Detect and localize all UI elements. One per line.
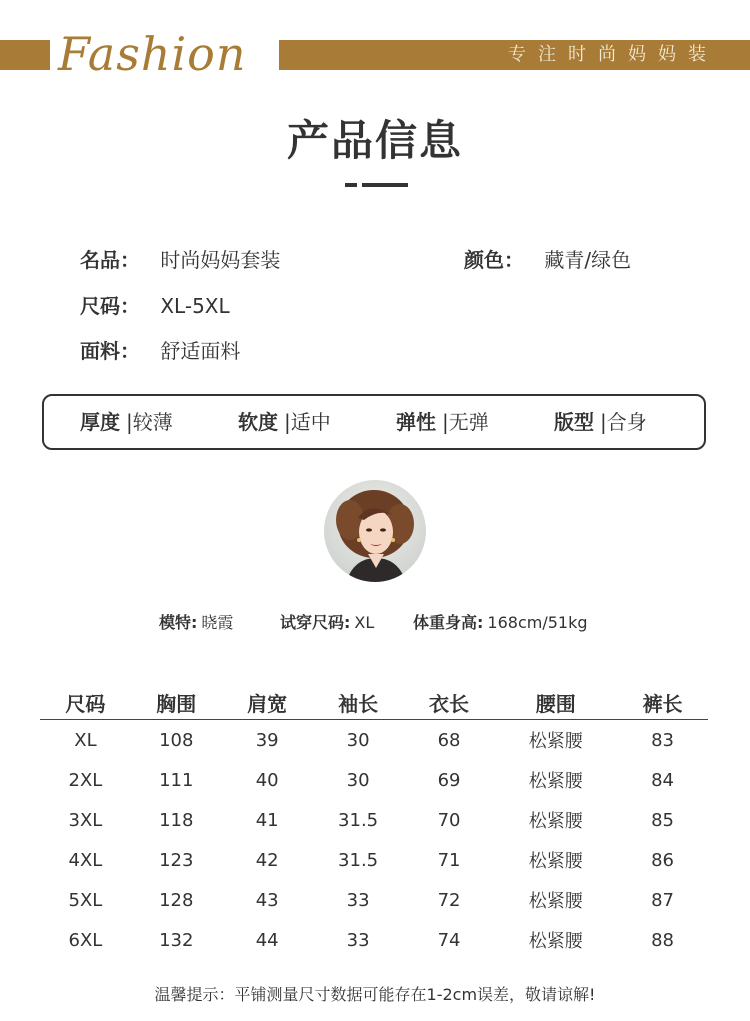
property-label: 厚度 bbox=[80, 410, 120, 434]
table-cell: 松紧腰 bbox=[528, 851, 583, 872]
product-size-value: XL-5XL bbox=[160, 294, 230, 318]
size-table-header bbox=[40, 685, 708, 720]
property-value: |合身 bbox=[600, 410, 647, 434]
product-color-row bbox=[464, 248, 631, 272]
table-cell: 松紧腰 bbox=[528, 731, 583, 752]
table-cell: 松紧腰 bbox=[528, 771, 583, 792]
table-cell: 39 bbox=[255, 729, 279, 751]
product-properties-box bbox=[42, 394, 706, 450]
property-value: |适中 bbox=[284, 410, 331, 434]
property-label: 软度 bbox=[238, 410, 278, 434]
table-cell: 88 bbox=[651, 929, 675, 951]
divider-dash-short bbox=[345, 183, 357, 187]
column-header: 尺码 bbox=[40, 685, 131, 720]
measurement-note: 温馨提示：平铺测量尺寸数据可能存在1-2cm误差，敬请谅解! bbox=[154, 985, 596, 1004]
model-name-label: 模特: bbox=[159, 613, 198, 632]
table-cell: 72 bbox=[437, 889, 461, 911]
table-cell: 30 bbox=[346, 729, 370, 751]
table-cell: 118 bbox=[159, 809, 194, 831]
product-name-value: 时尚妈妈套装 bbox=[160, 248, 281, 272]
table-row bbox=[40, 760, 708, 800]
table-cell: 松紧腰 bbox=[528, 811, 583, 832]
table-cell: 132 bbox=[159, 929, 194, 951]
table-cell: 30 bbox=[346, 769, 370, 791]
table-row bbox=[40, 720, 708, 761]
property-label: 版型 bbox=[554, 410, 594, 434]
table-cell: 71 bbox=[437, 849, 461, 871]
banner-slogan: 专注时尚妈妈装 bbox=[508, 44, 718, 65]
banner-bar-left bbox=[0, 40, 50, 70]
title-divider bbox=[345, 183, 409, 187]
table-cell: 128 bbox=[159, 889, 194, 911]
column-header: 肩宽 bbox=[222, 685, 313, 720]
table-cell: 5XL bbox=[68, 889, 103, 911]
table-row bbox=[40, 880, 708, 920]
table-cell: 68 bbox=[437, 729, 461, 751]
table-cell: 2XL bbox=[68, 769, 103, 791]
table-cell: 69 bbox=[437, 769, 461, 791]
column-header: 腰围 bbox=[494, 685, 617, 720]
divider-dash-long bbox=[362, 183, 408, 187]
product-color-value: 藏青/绿色 bbox=[544, 248, 632, 272]
table-cell: 44 bbox=[255, 929, 279, 951]
property-thickness bbox=[80, 410, 173, 434]
table-cell: 70 bbox=[437, 809, 461, 831]
table-cell: 31.5 bbox=[338, 849, 379, 871]
model-body-stats bbox=[413, 612, 588, 634]
property-value: |较薄 bbox=[126, 410, 173, 434]
table-cell: XL bbox=[74, 729, 97, 751]
model-avatar bbox=[324, 480, 426, 582]
model-try-label: 试穿尺码: bbox=[280, 613, 351, 632]
table-cell: 40 bbox=[255, 769, 279, 791]
table-cell: 松紧腰 bbox=[528, 931, 583, 952]
product-name-row bbox=[80, 248, 280, 272]
model-portrait-image bbox=[324, 480, 426, 582]
column-header: 裤长 bbox=[617, 685, 708, 720]
table-cell: 74 bbox=[437, 929, 461, 951]
table-cell: 111 bbox=[159, 769, 194, 791]
page-title: 产品信息 bbox=[286, 116, 463, 165]
table-row bbox=[40, 920, 708, 960]
model-name bbox=[159, 612, 233, 634]
model-try-value: XL bbox=[354, 613, 375, 632]
table-cell: 83 bbox=[651, 729, 675, 751]
table-cell: 3XL bbox=[68, 809, 103, 831]
product-fabric-row bbox=[80, 339, 240, 363]
table-cell: 33 bbox=[346, 929, 370, 951]
property-value: |无弹 bbox=[442, 410, 489, 434]
property-elasticity bbox=[396, 410, 489, 434]
table-cell: 84 bbox=[651, 769, 675, 791]
table-cell: 松紧腰 bbox=[528, 891, 583, 912]
size-table bbox=[40, 685, 708, 960]
model-try-size bbox=[280, 612, 374, 634]
table-cell: 108 bbox=[159, 729, 194, 751]
header-banner bbox=[0, 27, 750, 81]
table-cell: 6XL bbox=[68, 929, 103, 951]
table-cell: 85 bbox=[651, 809, 675, 831]
table-cell: 33 bbox=[346, 889, 370, 911]
table-cell: 42 bbox=[255, 849, 279, 871]
product-fabric-label: 面料： bbox=[80, 339, 140, 363]
brand-logo: Fashion bbox=[58, 27, 247, 81]
model-body-value: 168cm/51kg bbox=[487, 613, 588, 632]
column-header: 胸围 bbox=[131, 685, 222, 720]
property-softness bbox=[238, 410, 331, 434]
property-label: 弹性 bbox=[396, 410, 436, 434]
table-cell: 43 bbox=[255, 889, 279, 911]
column-header: 袖长 bbox=[313, 685, 404, 720]
product-name-label: 名品： bbox=[80, 248, 140, 272]
table-cell: 41 bbox=[255, 809, 279, 831]
table-cell: 123 bbox=[159, 849, 194, 871]
product-size-label: 尺码： bbox=[80, 294, 140, 318]
product-color-label: 颜色： bbox=[464, 248, 524, 272]
property-fit bbox=[554, 410, 647, 434]
table-row bbox=[40, 840, 708, 880]
table-cell: 4XL bbox=[68, 849, 103, 871]
table-cell: 87 bbox=[651, 889, 675, 911]
table-cell: 86 bbox=[651, 849, 675, 871]
table-row bbox=[40, 800, 708, 840]
table-cell: 31.5 bbox=[338, 809, 379, 831]
model-name-value: 晓霞 bbox=[201, 613, 234, 632]
product-size-row bbox=[80, 294, 230, 318]
column-header: 衣长 bbox=[404, 685, 495, 720]
product-fabric-value: 舒适面料 bbox=[160, 339, 241, 363]
model-body-label: 体重身高: bbox=[413, 613, 484, 632]
